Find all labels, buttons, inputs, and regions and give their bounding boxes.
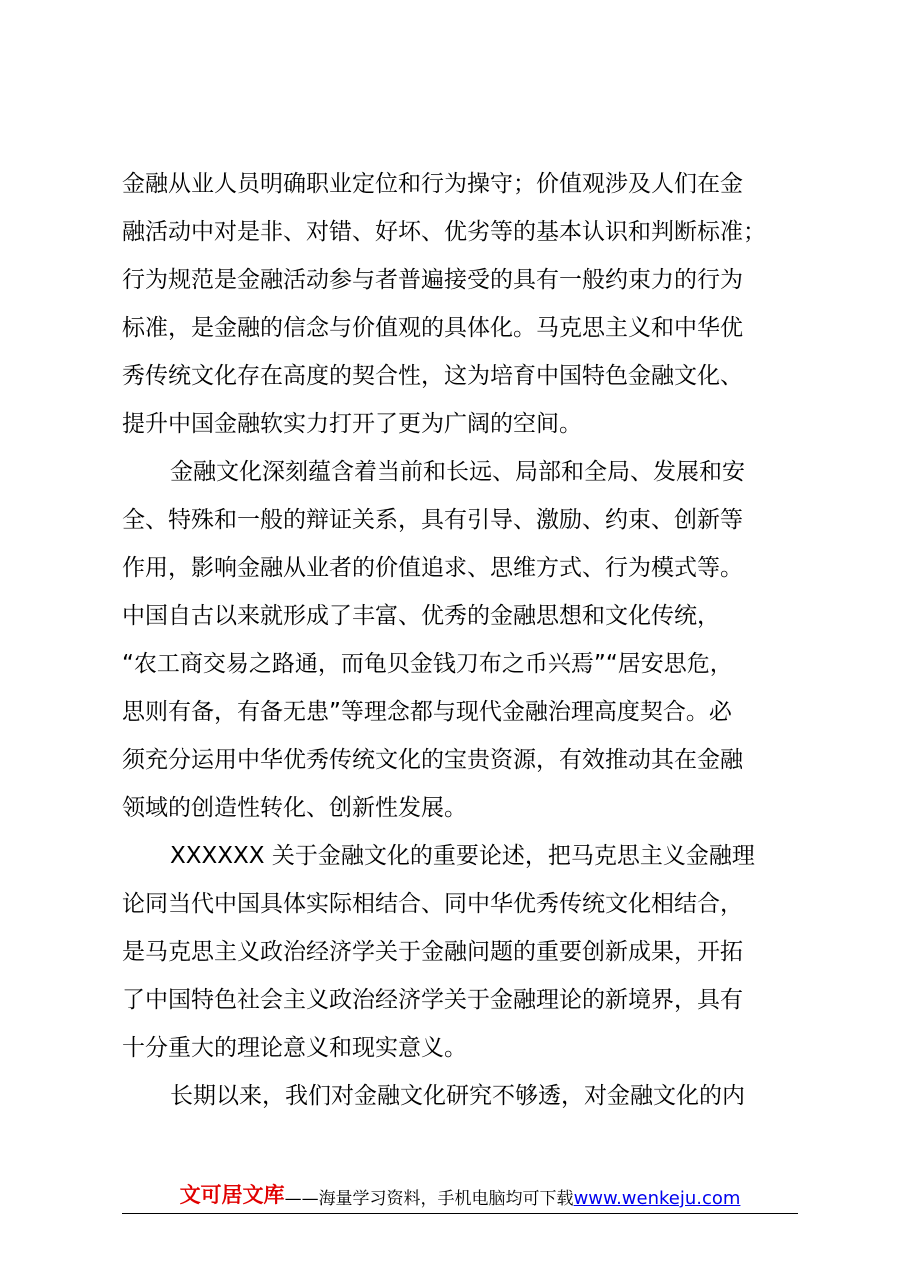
text-line: 融活动中对是非、对错、好坏、优劣等的基本认识和判断标准； — [122, 219, 766, 245]
text-line: 作用，影响金融从业者的价值追求、思维方式、行为模式等。 — [122, 555, 743, 581]
footer-link[interactable]: www.wenkeju.com — [573, 1188, 741, 1209]
text-line: 全、特殊和一般的辩证关系，具有引导、激励、约束、创新等 — [122, 507, 743, 533]
paragraph-first-line: 金融文化深刻蕴含着当前和长远、局部和全局、发展和安 — [170, 459, 745, 485]
text-line: 行为规范是金融活动参与者普遍接受的具有一般约束力的行为 — [122, 267, 743, 293]
text-line: 提升中国金融软实力打开了更为广阔的空间。 — [122, 411, 582, 437]
text-line: 论同当代中国具体实际相结合、同中华优秀传统文化相结合， — [122, 891, 743, 917]
footer-tagline: ——海量学习资料，手机电脑均可下载 — [284, 1189, 574, 1209]
text-line: “农工商交易之路通，而龟贝金钱刀布之币兴焉”“居安思危， — [122, 651, 733, 677]
text-line: 金融从业人员明确职业定位和行为操守；价值观涉及人们在金 — [122, 171, 743, 197]
text-line: 须充分运用中华优秀传统文化的宝贵资源，有效推动其在金融 — [122, 747, 743, 773]
page-footer — [122, 1176, 798, 1214]
document-body — [122, 160, 802, 1120]
text-line: 十分重大的理论意义和现实意义。 — [122, 1035, 467, 1061]
text-line: 了中国特色社会主义政治经济学关于金融理论的新境界，具有 — [122, 987, 743, 1013]
paragraph-first-line: XXXXXX 关于金融文化的重要论述，把马克思主义金融理 — [170, 843, 755, 869]
text-line: 中国自古以来就形成了丰富、优秀的金融思想和文化传统， — [122, 603, 720, 629]
text-line: 秀传统文化存在高度的契合性，这为培育中国特色金融文化、 — [122, 363, 743, 389]
text-line: 标准，是金融的信念与价值观的具体化。马克思主义和中华优 — [122, 315, 743, 341]
footer-brand: 文可居文库 — [179, 1183, 285, 1207]
text-line: 领域的创造性转化、创新性发展。 — [122, 795, 467, 821]
paragraph-first-line: 长期以来，我们对金融文化研究不够透，对金融文化的内 — [170, 1083, 745, 1109]
text-line: 思则有备，有备无患”等理念都与现代金融治理高度契合。必 — [122, 699, 732, 725]
text-line: 是马克思主义政治经济学关于金融问题的重要创新成果，开拓 — [122, 939, 743, 965]
